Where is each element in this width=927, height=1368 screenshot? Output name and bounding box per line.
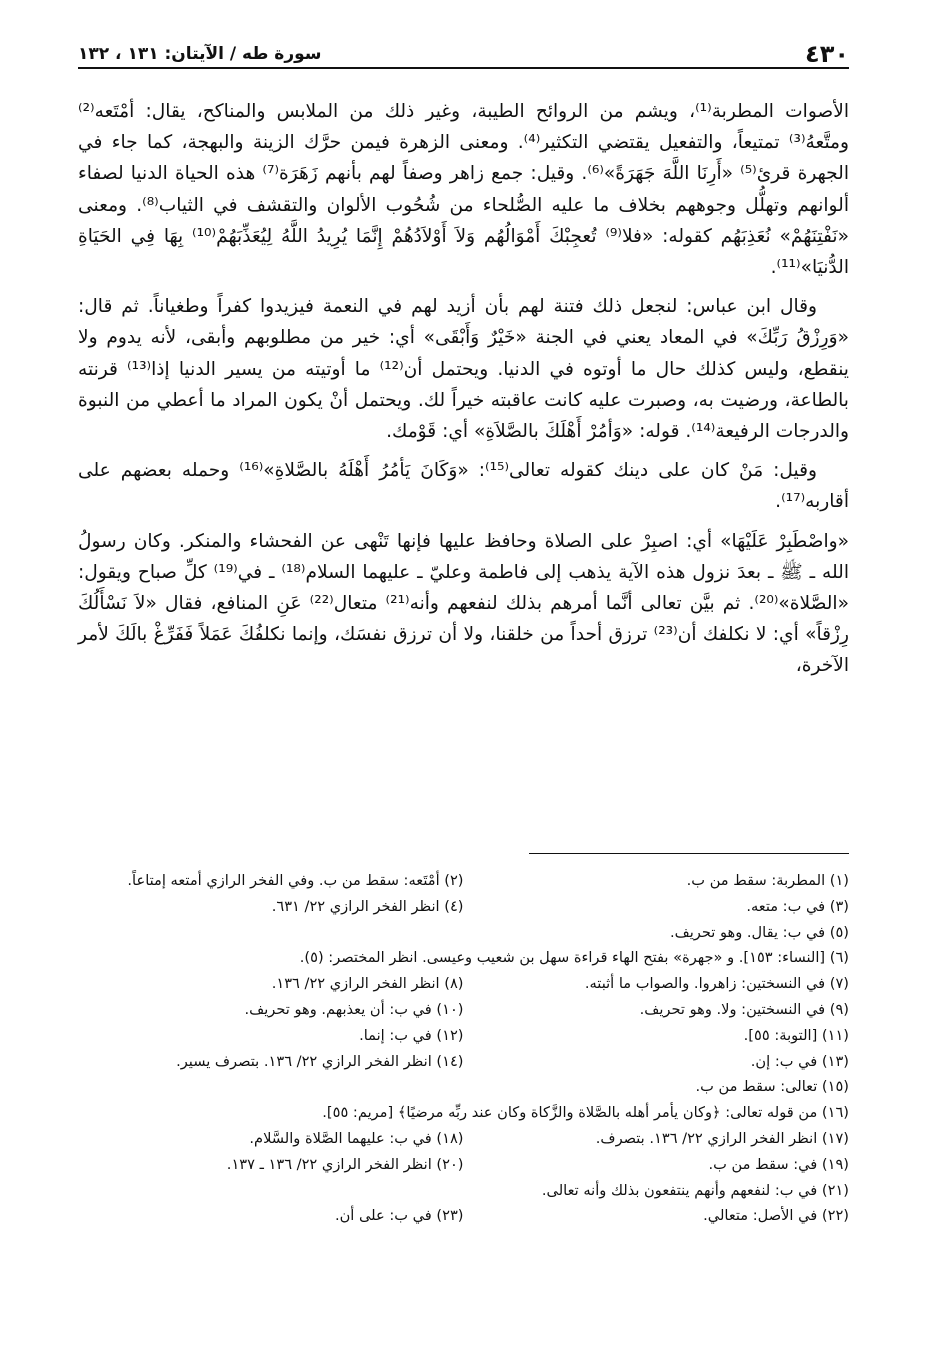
footnote-row xyxy=(78,920,849,946)
surah-title: سورة طه / الآيتان: ١٣١ ، ١٣٢ xyxy=(78,44,322,64)
footnote: (١١) [التوبة: ٥٥]. xyxy=(743,1026,849,1044)
footnote: (٦) [النساء: ١٥٣]. و «جهرة» بفتح الهاء قراءة سهل بن شعيب وعيسى. انظر المختصر: (٥). xyxy=(299,949,849,967)
footnote-separator xyxy=(529,853,849,854)
footnote-row xyxy=(78,1152,849,1178)
footnote: (٨) انظر الفخر الرازي ٢٢/ ١٣٦. xyxy=(271,975,464,993)
header-rule xyxy=(78,67,849,69)
footnote-row xyxy=(78,971,849,997)
footnote: (٢٢) في الأصل: متعالي. xyxy=(703,1207,849,1225)
footnote: (٥) في ب: يقال. وهو تحريف. xyxy=(670,923,849,941)
footnote: (١٥) تعالى: سقط من ب. xyxy=(695,1078,849,1096)
page-number: ٤٣٠ xyxy=(805,40,849,68)
footnote: (١٤) انظر الفخر الرازي ٢٢/ ١٣٦. بتصرف يسير. xyxy=(176,1052,464,1070)
footnote: (١٢) في ب: إنما. xyxy=(359,1026,464,1044)
footnotes xyxy=(78,868,849,1229)
footnote: (٢١) في ب: لنفعهم وأنهم ينتفعون بذلك وأنه تعالى. xyxy=(541,1181,849,1199)
footnote-row xyxy=(78,1023,849,1049)
footnote: (٩) في النسختين: ولا. وهو تحريف. xyxy=(639,1000,849,1018)
footnote: (١٦) من قوله تعالى: ﴿وكان يأمر أهله بالصَّلاة والزَّكاة وكان عند ربِّه مرضيًا﴾ [مريم: ٥٥]. xyxy=(322,1104,849,1122)
footnote: (٢٣) في ب: على أن. xyxy=(334,1207,464,1225)
footnote-row xyxy=(78,894,849,920)
footnote-row xyxy=(78,1100,849,1126)
footnote-row xyxy=(78,1126,849,1152)
footnote: (١٨) في ب: عليهما الصَّلاة والسَّلام. xyxy=(249,1129,464,1147)
paragraph: وقال ابن عباس: لنجعل ذلك فتنة لهم بأن أزيد لهم في النعمة فيزيدوا كفراً وطغياناً. ثم قال: «وَرِزْقُ رَبِّكَ» في المعاد يعني في الجنة «خَيْرٌ وَأَبْقَى» أي: خير من مطلوبهم وأبقى، لأنه يدوم ولا ينقطع، وليس كذلك حال ما أوتوه في الدنيا. ويحتمل أن⁽¹²⁾ ما أوتيته من يسير الدنيا إذا⁽¹³⁾ قرنته بالطاعة، ورضيت به، وصبرت عليه كانت عاقبته خيراً لك. ويحتمل أنْ يكون المراد ما أعطي من النبوة والدرجات الرفيعة⁽¹⁴⁾. قوله: «وَأمُرْ أَهْلَكَ بالصَّلاَةِ» أي: قَوْمك. xyxy=(78,296,849,443)
footnote: (٤) انظر الفخر الرازي ٢٢/ ٦٣١. xyxy=(271,897,464,915)
footnote: (١٠) في ب: أن يعذبهم. وهو تحريف. xyxy=(244,1000,464,1018)
footnote: (١٩) في: سقط من ب. xyxy=(708,1155,849,1173)
paragraph: الأصوات المطربة⁽¹⁾، ويشم من الروائح الطيبة، وغير ذلك من الملابس والمناكح، يقال: أمْتَعه⁽²⁾ ومتَّعهُ⁽³⁾ تمتيعاً، والتفعيل يقتضي التكثير⁽⁴⁾. ومعنى الزهرة فيمن حرَّك الزينة والبهجة، كما جاء في الجهرة قرئ⁽⁵⁾ «أَرِنَا اللَّهَ جَهَرَةً»⁽⁶⁾. وقيل: جمع زاهر وصفاً لهم بأنهم زَهَرَة⁽⁷⁾ هذه الحياة الدنيا لصفاء ألوانهم وتهلُّل وجوههم بخلاف ما عليه الصُّلحاء من شُحُوب الألوان والتقشف في الثياب⁽⁸⁾. ومعنى «نَفْتِنَهُمْ» نُعَذِبَهُم كقوله: «فلا⁽⁹⁾ تُعجِبْكَ أَمْوَالُهُم وَلاَ أَوْلاَدُهُمْ إِنَّمَا يُرِيدُ اللَّهُ لِيُعَذِّبَهُمْ⁽¹⁰⁾ بِهَا فِي الحَيَاةِ الدُّنيَا»⁽¹¹⁾. xyxy=(78,101,849,279)
footnote-row xyxy=(78,997,849,1023)
footnote: (١٣) في ب: إن. xyxy=(750,1052,849,1070)
footnote-row xyxy=(78,945,849,971)
running-header xyxy=(78,36,849,72)
footnote: (١) المطربة: سقط من ب. xyxy=(686,872,849,889)
footnote-row xyxy=(78,1049,849,1075)
footnote-row xyxy=(78,1203,849,1229)
footnote-row xyxy=(78,868,849,894)
footnote: (٢) أمْتَعه: سقط من ب. وفي الفخر الرازي أمتعه إمتاعاً. xyxy=(127,872,464,889)
main-text xyxy=(78,96,849,690)
footnote: (٧) في النسختين: زاهروا. والصواب ما أثبته. xyxy=(584,975,849,993)
footnote: (١٧) انظر الفخر الرازي ٢٢/ ١٣٦. بتصرف. xyxy=(595,1129,849,1147)
footnote-row xyxy=(78,1178,849,1204)
paragraph: «واصْطَبِرْ عَلَيْهَا» أي: اصبِرْ على الصلاة وحافظ عليها فإنها تَنْهى عن الفحشاء والمنكر. وكان رسولُ الله ـ ﷺ ـ بعدَ نزول هذه الآية يذهب إلى فاطمة وعليّ ـ عليهما السلام⁽¹⁸⁾ ـ في⁽¹⁹⁾ كلِّ صباح ويقول: «الصَّلاة»⁽²⁰⁾. ثم بيَّن تعالى أنَّما أمرهم بذلك لنفعهم وأنه⁽²¹⁾ متعال⁽²²⁾ عَنِ المنافع، فقال «لاَ نَسْأَلُكَ رِزْقاً» أي: لا نكلفك أن⁽²³⁾ ترزق أحداً من خلقنا، ولا أن ترزق نفسَك، وإنما نكلفُكَ عَمَلاً فَفَرِّغْ بالَكَ لأمر الآخرة، xyxy=(78,530,849,677)
footnote: (٢٠) انظر الفخر الرازي ٢٢/ ١٣٦ ـ ١٣٧. xyxy=(226,1155,464,1173)
footnote-row xyxy=(78,1074,849,1100)
paragraph: وقيل: مَنْ كان على دينك كقوله تعالى⁽¹⁵⁾: «وَكَانَ يَأمُرُ أَهْلَهُ بالصَّلاةِ»⁽¹⁶⁾ وحمله بعضهم على أقاربه⁽¹⁷⁾. xyxy=(78,460,849,513)
footnote: (٣) في ب: متعه. xyxy=(746,897,849,915)
